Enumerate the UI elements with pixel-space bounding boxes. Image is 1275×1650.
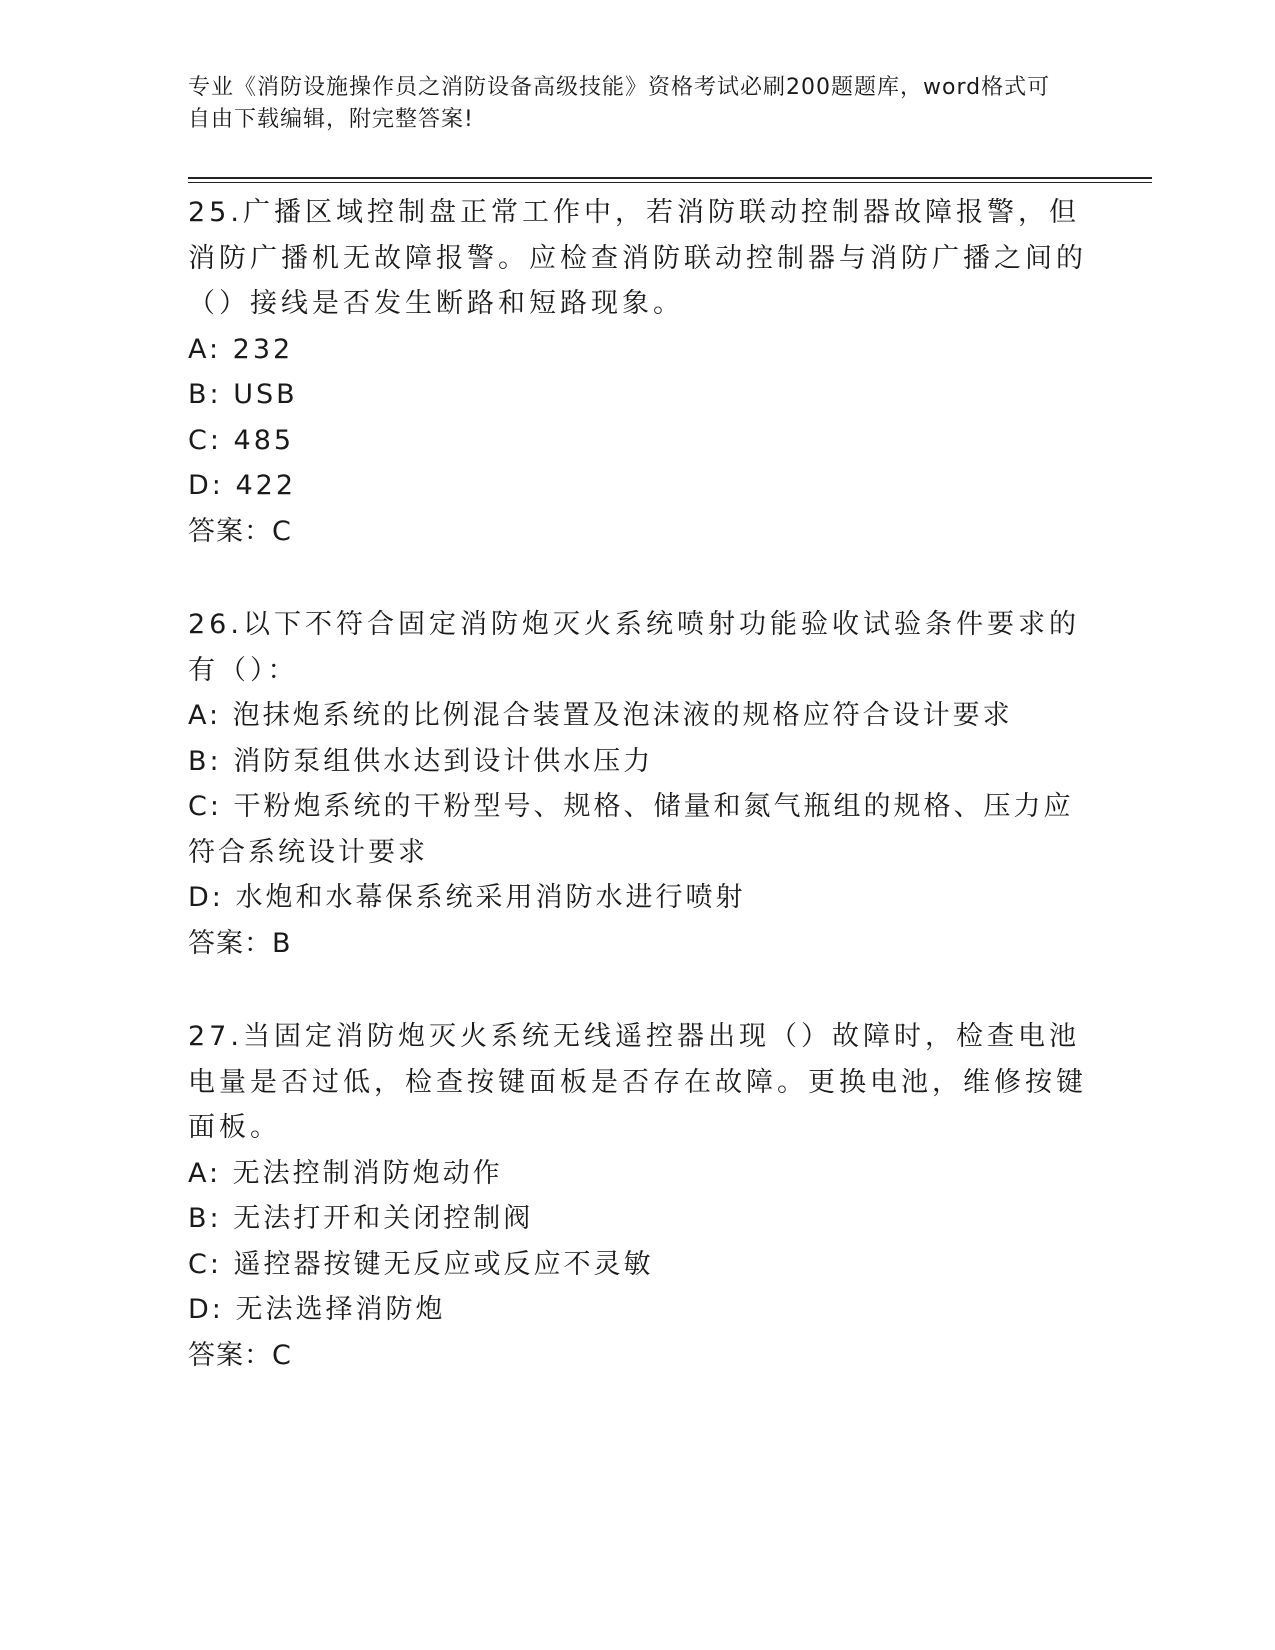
question-list xyxy=(188,190,1088,1426)
answer-line: 答案：C xyxy=(188,1339,292,1371)
question-stem: 25.广播区域控制盘正常工作中，若消防联动控制器故障报警，但消防广播机无故障报警。应检查消防联动控制器与消防广播之间的（）接线是否发生断路和短路现象。 xyxy=(188,197,1087,319)
option-b: B: USB xyxy=(188,379,298,410)
answer-line: 答案：C xyxy=(188,515,292,547)
option-b: B: 消防泵组供水达到设计供水压力 xyxy=(188,745,654,777)
option-d: D: 无法选择消防炮 xyxy=(188,1294,446,1325)
option-c: C: 485 xyxy=(188,424,295,456)
option-c: C: 遥控器按键无反应或反应不灵敏 xyxy=(188,1248,654,1280)
question-27 xyxy=(188,1014,1088,1378)
option-b: B: 无法打开和关闭控制阀 xyxy=(188,1203,534,1234)
option-a: A: 无法控制消防炮动作 xyxy=(188,1157,503,1189)
question-26 xyxy=(188,602,1088,966)
option-d: D: 422 xyxy=(188,470,297,501)
question-stem: 27.当固定消防炮灭火系统无线遥控器出现（）故障时，检查电池电量是否过低，检查按键面板是否存在故障。更换电池，维修按键面板。 xyxy=(188,1021,1087,1143)
header-divider-thick xyxy=(188,177,1152,179)
header-divider-thin xyxy=(188,182,1152,183)
document-header: 专业《消防设施操作员之消防设备高级技能》资格考试必刷200题题库，word格式可自由下载编辑，附完整答案! xyxy=(188,75,1051,132)
option-d: D: 水炮和水幕保系统采用消防水进行喷射 xyxy=(188,882,746,913)
answer-line: 答案：B xyxy=(188,927,292,959)
question-25 xyxy=(188,190,1088,554)
question-stem: 26.以下不符合固定消防炮灭火系统喷射功能验收试验条件要求的有（）： xyxy=(188,609,1080,686)
option-a: A: 泡抹炮系统的比例混合装置及泡沫液的规格应符合设计要求 xyxy=(188,700,1013,731)
option-a: A: 232 xyxy=(188,333,294,365)
option-c: C: 干粉炮系统的干粉型号、规格、储量和氮气瓶组的规格、压力应符合系统设计要求 xyxy=(188,791,1074,868)
